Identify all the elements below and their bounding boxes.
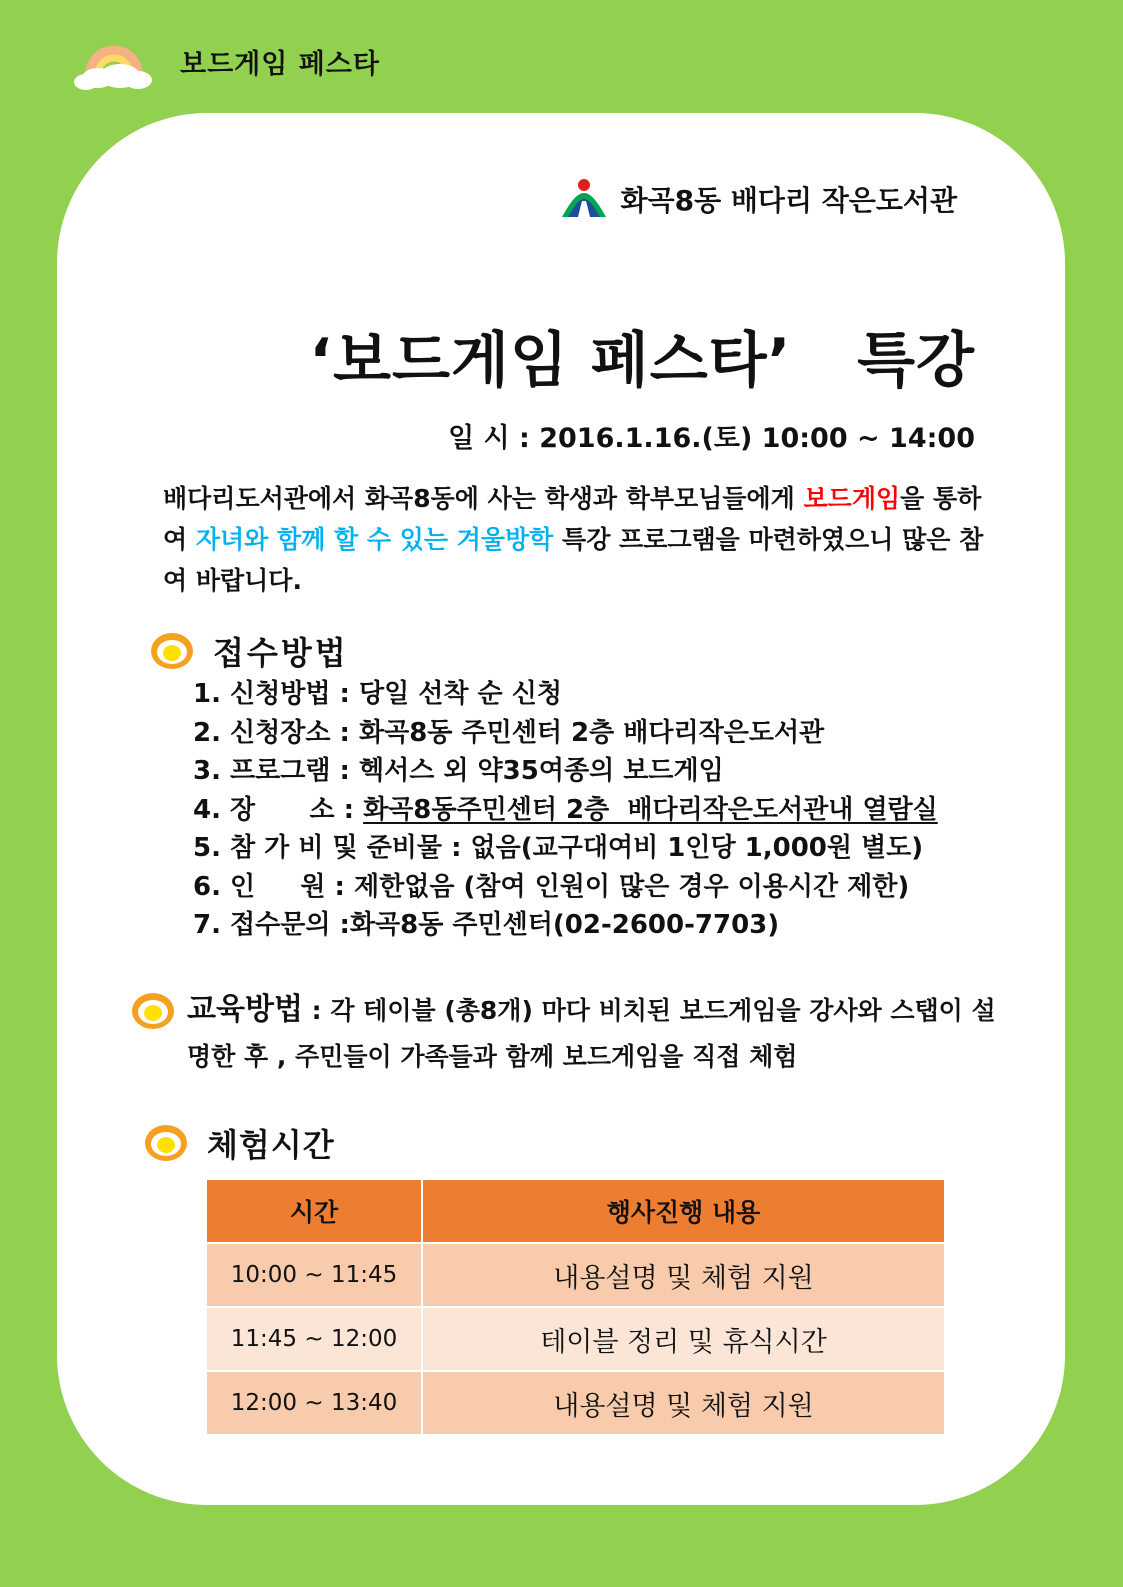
list-item: 2. 신청장소 : 화곡8동 주민센터 2층 배다리작은도서관 (193, 717, 825, 748)
list-item: 5. 참 가 비 및 준비물 : 없음(교구대여비 1인당 1,000원 별도) (193, 833, 924, 863)
reception-heading (149, 628, 349, 674)
table-row (206, 1243, 945, 1307)
education-text (187, 987, 1010, 1080)
org-name: 화곡8동 배다리 작은도서관 (620, 184, 957, 217)
egg-bullet-icon (149, 631, 195, 671)
header-title: 보드게임 페스타 (180, 49, 380, 80)
reception-heading-label: 접수방법 (213, 634, 349, 672)
table-header-row (206, 1179, 945, 1243)
column-header-time: 시간 (206, 1179, 422, 1243)
intro-text-1: 배다리도서관에서 화곡8동에 사는 학생과 학부모님들에게 (163, 484, 804, 513)
egg-bullet-icon (130, 991, 176, 1031)
content-card (57, 113, 1065, 1505)
cell-time: 10:00 ~ 11:45 (206, 1243, 422, 1307)
intro-highlight-blue: 자녀와 함께 할 수 있는 겨울방학 (195, 525, 554, 554)
column-header-content: 행사진행 내용 (422, 1179, 945, 1243)
intro-text-2: 을 통하여 (163, 484, 982, 554)
library-logo-icon (558, 177, 610, 221)
list-item: 3. 프로그램 : 헥서스 외 약35여종의 보드게임 (193, 756, 724, 786)
schedule-table (205, 1178, 946, 1436)
table-row (206, 1371, 945, 1435)
intro-highlight-red: 보드게임 (803, 484, 901, 513)
cell-content: 테이블 정리 및 휴식시간 (422, 1307, 945, 1371)
sun-cloud-icon (72, 30, 156, 94)
org-block (558, 175, 957, 223)
egg-bullet-icon (143, 1123, 189, 1163)
list-item: 7. 접수문의 :화곡8동 주민센터(02-2600-7703) (193, 910, 780, 940)
list-item: 6. 인 원 : 제한없음 (참여 인원이 많은 경우 이용시간 제한) (193, 871, 910, 902)
education-heading: 교육방법 (187, 992, 303, 1027)
list-item (193, 791, 938, 830)
education-description: : 각 테이블 (총8개) 마다 비치된 보드게임을 강사와 스탭이 설명한 후 , 주민들이 가족들과 함께 보드게임을 직접 체험 (187, 996, 996, 1071)
header (72, 30, 572, 94)
cell-time: 11:45 ~ 12:00 (206, 1307, 422, 1371)
reception-list (193, 675, 938, 945)
page-title: ‘보드게임 페스타’ 특강 (309, 326, 975, 396)
experience-heading-label: 체험시간 (207, 1126, 335, 1164)
list-item: 1. 신청방법 : 당일 선착 순 신청 (193, 679, 562, 709)
event-date: 일 시 : 2016.1.16.(토) 10:00 ~ 14:00 (448, 423, 975, 454)
cell-content: 내용설명 및 체험 지원 (422, 1371, 945, 1435)
cell-time: 12:00 ~ 13:40 (206, 1371, 422, 1435)
table-row (206, 1307, 945, 1371)
venue-label: 4. 장 소 : (193, 794, 364, 825)
intro-text-3: 특강 프로그램을 마련하였으니 많은 참여 바랍니다. (163, 525, 984, 595)
cell-content: 내용설명 및 체험 지원 (422, 1243, 945, 1307)
experience-heading (143, 1120, 335, 1166)
intro-paragraph (163, 478, 993, 601)
education-section (130, 987, 1010, 1080)
venue-value: 화곡8동주민센터 2층 배다리작은도서관내 열람실 (363, 794, 938, 825)
